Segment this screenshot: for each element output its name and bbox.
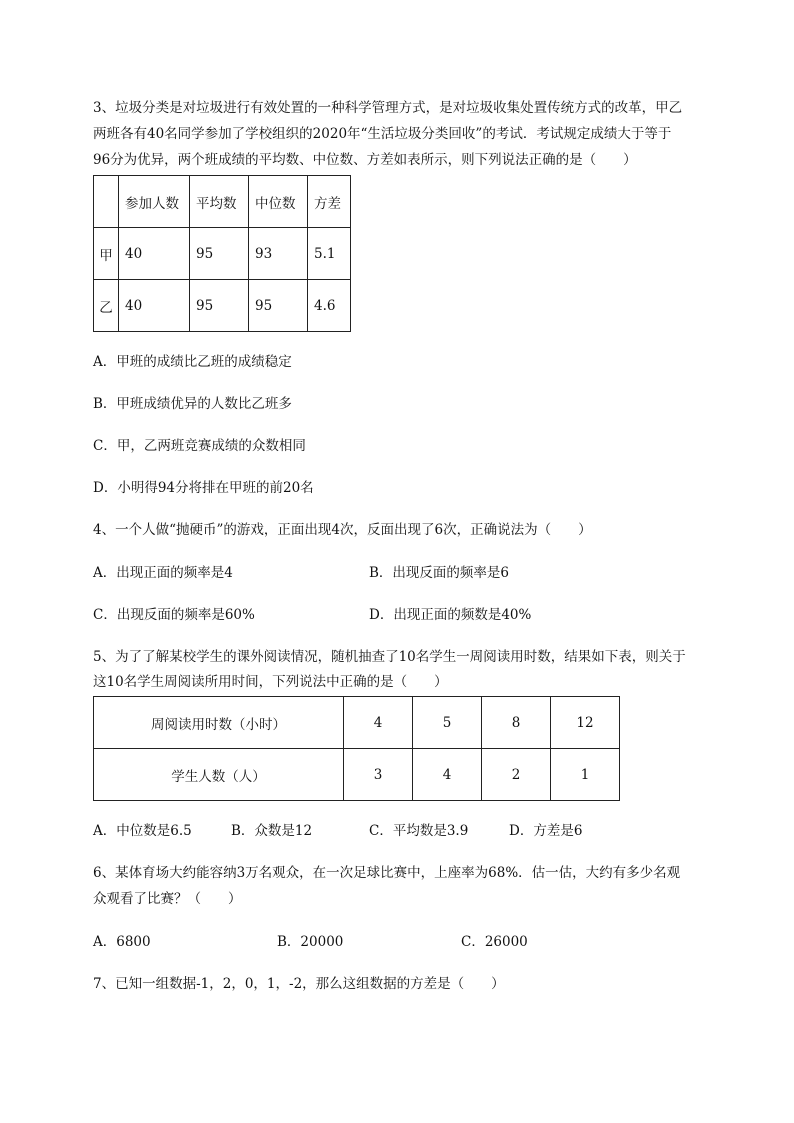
table-row xyxy=(94,697,620,749)
table-row xyxy=(94,280,351,332)
table-cell: 5 xyxy=(413,697,482,749)
q3-option-b: B．甲班成绩优异的人数比乙班多 xyxy=(93,396,292,412)
table-cell: 3 xyxy=(344,749,413,801)
table-cell: 95 xyxy=(249,280,308,332)
table-cell: 4.6 xyxy=(308,280,351,332)
table-row-label: 甲 xyxy=(94,228,119,280)
table-cell: 8 xyxy=(482,697,551,749)
table-header-cell: 参加人数 xyxy=(119,176,190,228)
q5-stem-line1: 5、为了了解某校学生的课外阅读情况，随机抽查了10名学生一周阅读用时数，结果如下表，则关于 xyxy=(93,649,686,665)
q5-option-a: A．中位数是6.5 xyxy=(93,823,192,839)
table-header-cell: 中位数 xyxy=(249,176,308,228)
q7-stem: 7、已知一组数据-1，2，0，1，-2，那么这组数据的方差是（ ） xyxy=(93,976,505,992)
table-row-label: 周阅读用时数（小时） xyxy=(94,697,344,749)
table-row-label: 乙 xyxy=(94,280,119,332)
q4-option-b: B．出现反面的频率是6 xyxy=(369,565,510,581)
table-cell: 95 xyxy=(190,228,249,280)
table-cell: 4 xyxy=(413,749,482,801)
table-cell: 5.1 xyxy=(308,228,351,280)
q3-stem-line3: 96分为优异，两个班成绩的平均数、中位数、方差如表所示，则下列说法正确的是（ ） xyxy=(93,152,637,168)
q4-option-a: A．出现正面的频率是4 xyxy=(93,565,233,581)
q5-option-c: C．平均数是3.9 xyxy=(369,823,469,839)
table-cell: 1 xyxy=(551,749,620,801)
q6-stem-line2: 众观看了比赛？（ ） xyxy=(93,891,242,907)
q3-option-a: A．甲班的成绩比乙班的成绩稳定 xyxy=(93,354,292,370)
table-cell: 40 xyxy=(119,280,190,332)
q6-option-c: C．26000 xyxy=(461,934,528,950)
q4-option-d: D．出现正面的频数是40% xyxy=(369,607,532,623)
table-cell xyxy=(94,176,119,228)
q6-option-a: A．6800 xyxy=(93,934,151,950)
q5-reading-table xyxy=(93,696,620,801)
table-cell: 12 xyxy=(551,697,620,749)
q5-option-b: B．众数是12 xyxy=(231,823,313,839)
q4-stem: 4、一个人做“抛硬币”的游戏，正面出现4次，反面出现了6次，正确说法为（ ） xyxy=(93,522,592,538)
table-cell: 40 xyxy=(119,228,190,280)
table-row xyxy=(94,176,351,228)
q4-option-c: C．出现反面的频率是60% xyxy=(93,607,255,623)
q3-score-table xyxy=(93,175,351,332)
table-cell: 95 xyxy=(190,280,249,332)
q6-stem-line1: 6、某体育场大约能容纳3万名观众，在一次足球比赛中，上座率为68%．估一估，大约有多少名观 xyxy=(93,865,681,881)
table-row-label: 学生人数（人） xyxy=(94,749,344,801)
q3-option-d: D．小明得94分将排在甲班的前20名 xyxy=(93,480,314,496)
table-row xyxy=(94,749,620,801)
table-header-cell: 方差 xyxy=(308,176,351,228)
q3-stem-line1: 3、垃圾分类是对垃圾进行有效处置的一种科学管理方式，是对垃圾收集处置传统方式的改革，甲乙 xyxy=(93,100,683,116)
table-cell: 93 xyxy=(249,228,308,280)
q3-option-c: C．甲，乙两班竞赛成绩的众数相同 xyxy=(93,438,306,454)
q5-stem-line2: 这10名学生周阅读所用时间，下列说法中正确的是（ ） xyxy=(93,674,448,690)
table-row xyxy=(94,228,351,280)
table-header-cell: 平均数 xyxy=(190,176,249,228)
table-cell: 2 xyxy=(482,749,551,801)
q6-option-b: B．20000 xyxy=(277,934,344,950)
q3-stem-line2: 两班各有40名同学参加了学校组织的2020年“生活垃圾分类回收”的考试．考试规定成绩大于等于 xyxy=(93,126,672,142)
table-cell: 4 xyxy=(344,697,413,749)
q5-option-d: D．方差是6 xyxy=(509,823,583,839)
